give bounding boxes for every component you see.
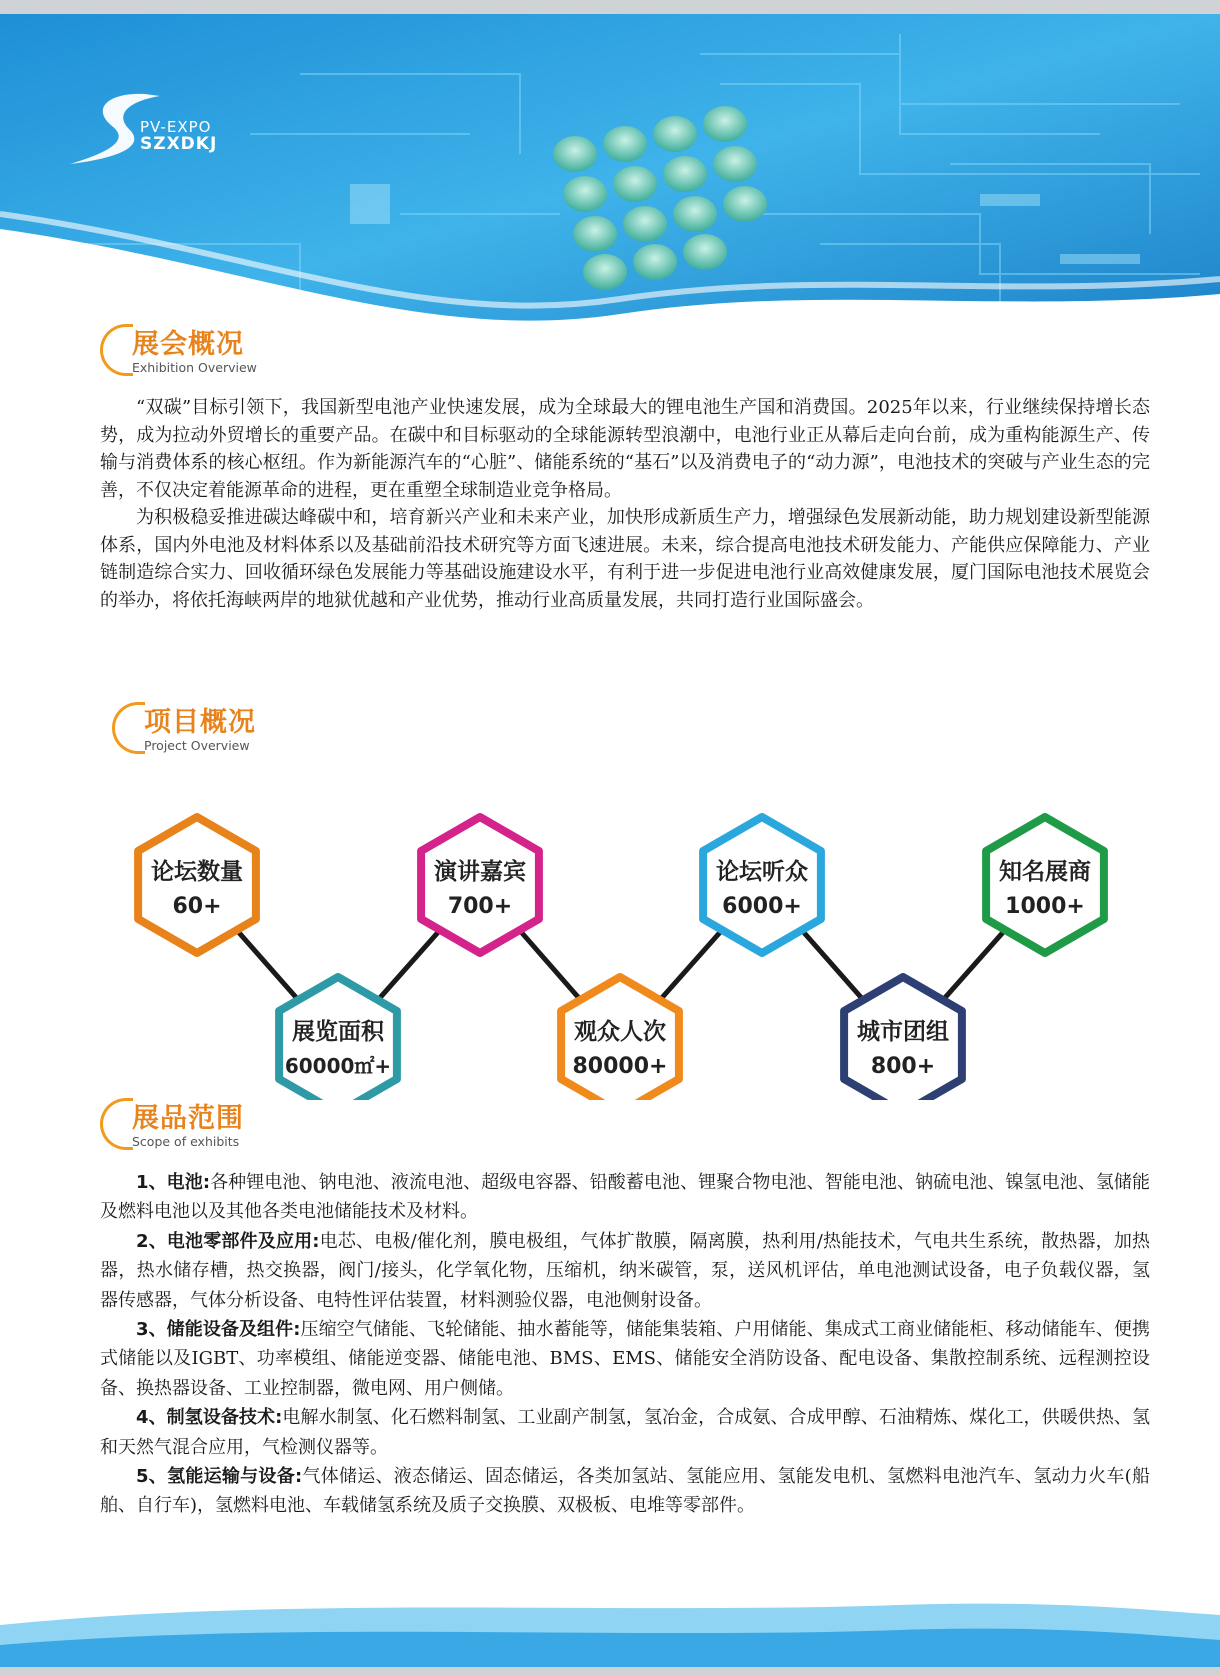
scope-item-head: 4、制氢设备技术:: [136, 1407, 283, 1429]
footer-wave: [0, 1585, 1220, 1675]
scope-item-body: 压缩空气储能、飞轮储能、抽水蓄能等，储能集装箱、户用储能、集成式工商业储能柜、移动储能车、便携式储能以及IGBT、功率模组、储能逆变器、储能电池、BMS、EMS、储能安全消防设备、配电设备、集散控制系统、远程测控设备、换热器设备、工业控制器，微电网、用户侧储。: [100, 1319, 1150, 1399]
stat-value: 700+: [447, 894, 513, 919]
scope-item-body: 各种锂电池、钠电池、液流电池、超级电容器、铅酸蓄电池、锂聚合物电池、智能电池、钠硫电池、镍氢电池、氢储能及燃料电池以及其他各类电池储能技术及材料。: [100, 1172, 1150, 1223]
stat-value: 6000+: [722, 894, 802, 919]
scope-item-head: 5、氢能运输与设备:: [136, 1466, 303, 1488]
section-title: 项目概况: [144, 707, 256, 738]
section-subtitle: Project Overview: [144, 738, 250, 753]
scope-item-head: 2、电池零部件及应用:: [136, 1230, 320, 1252]
stat-label: 论坛数量: [151, 859, 243, 885]
stat-hexagon: [421, 817, 539, 953]
project-stats-diagram: [0, 760, 1220, 1100]
stat-value: 60+: [172, 894, 222, 919]
top-strip: [0, 0, 1220, 14]
stat-value: 80000+: [572, 1054, 668, 1079]
hexagon-shape: [703, 817, 821, 953]
stat-value: 60000㎡+: [284, 1054, 392, 1078]
overview-text: [100, 394, 1150, 614]
scope-item-body: 电芯、电极/催化剂，膜电极组，气体扩散膜，隔离膜，热利用/热能技术，气电共生系统，散热器，加热器，热水储存槽，热交换器，阀门/接头，化学氧化物，压缩机，纳米碳管，泵，送风机评估，单电池测试设备，电子负载仪器，氢器传感器，气体分析设备、电特性评估装置，材料测验仪器，电池侧射设备。: [100, 1230, 1151, 1311]
hexagon-chain: [0, 760, 1220, 1100]
stat-label: 知名展商: [999, 859, 1091, 885]
scope-item: [100, 1315, 1150, 1403]
stat-value: 1000+: [1005, 894, 1085, 919]
scope-list: [100, 1168, 1150, 1521]
scope-item: [100, 1168, 1150, 1227]
hexagon-shape: [986, 817, 1104, 953]
section-subtitle: Exhibition Overview: [132, 360, 257, 375]
bracket-icon: [112, 702, 145, 754]
stat-label: 论坛听众: [716, 859, 808, 885]
stat-hexagon: [703, 817, 821, 953]
stat-label: 城市团组: [857, 1019, 949, 1045]
logo-text-bottom: SZXDKJ: [140, 134, 218, 154]
section-subtitle: Scope of exhibits: [132, 1134, 240, 1149]
scope-item: [100, 1403, 1150, 1462]
bracket-icon: [100, 1098, 133, 1150]
section-title: 展会概况: [132, 329, 244, 360]
hexagon-shape: [421, 817, 539, 953]
stat-value: 800+: [870, 1054, 936, 1079]
stat-label: 观众人次: [574, 1019, 666, 1045]
circuit-board-illustration: [0, 14, 1220, 354]
header-banner: [0, 14, 1220, 354]
overview-paragraph-2: 为积极稳妥推进碳达峰碳中和，培育新兴产业和未来产业，加快形成新质生产力，增强绿色发展新动能，助力规划建设新型能源体系，国内外电池及材料体系以及基础前沿技术研究等方面飞速进展。未来，综合提高电池技术研发能力、产能供应保障能力、产业链制造综合实力、回收循环绿色发展能力等基础设施建设水平，有利于进一步促进电池行业高效健康发展，厦门国际电池技术展览会的举办，将依托海峡两岸的地狱优越和产业优势，推动行业高质量发展，共同打造行业国际盛会。: [100, 507, 1150, 611]
scope-item: [100, 1462, 1150, 1521]
scope-item: [100, 1227, 1150, 1315]
stat-label: 展览面积: [292, 1019, 384, 1045]
scope-item-head: 3、储能设备及组件:: [136, 1319, 301, 1341]
scope-item-head: 1、电池:: [136, 1172, 211, 1193]
overview-paragraph-1: “双碳”目标引领下，我国新型电池产业快速发展，成为全球最大的锂电池生产国和消费国。2025年以来，行业继续保持增长态势，成为拉动外贸增长的重要产品。在碳中和目标驱动的全球能源转型浪潮中，电池行业正从幕后走向台前，成为重构能源生产、传输与消费体系的核心枢纽。作为新能源汽车的“心脏”、储能系统的“基石”以及消费电子的“动力源”，电池技术的突破与产业生态的完善，不仅决定着能源革命的进程，更在重塑全球制造业竞争格局。: [100, 397, 1150, 501]
scope-item-body: 电解水制氢、化石燃料制氢、工业副产制氢，氢冶金，合成氨、合成甲醇、石油精炼、煤化工，供暖供热、氢和天然气混合应用，气检测仪器等。: [100, 1407, 1150, 1458]
scope-item-body: 气体储运、液态储运、固态储运，各类加氢站、氢能应用、氢能发电机、氢燃料电池汽车、氢动力火车(船舶、自行车)，氢燃料电池、车载储氢系统及质子交换膜、双极板、电堆等零部件。: [100, 1466, 1150, 1517]
hexagon-shape: [138, 817, 256, 953]
stat-hexagon: [138, 817, 256, 953]
stat-label: 演讲嘉宾: [434, 859, 526, 885]
stat-hexagon: [986, 817, 1104, 953]
section-title: 展品范围: [132, 1103, 244, 1134]
logo-text-top: PV-EXPO: [140, 118, 212, 136]
